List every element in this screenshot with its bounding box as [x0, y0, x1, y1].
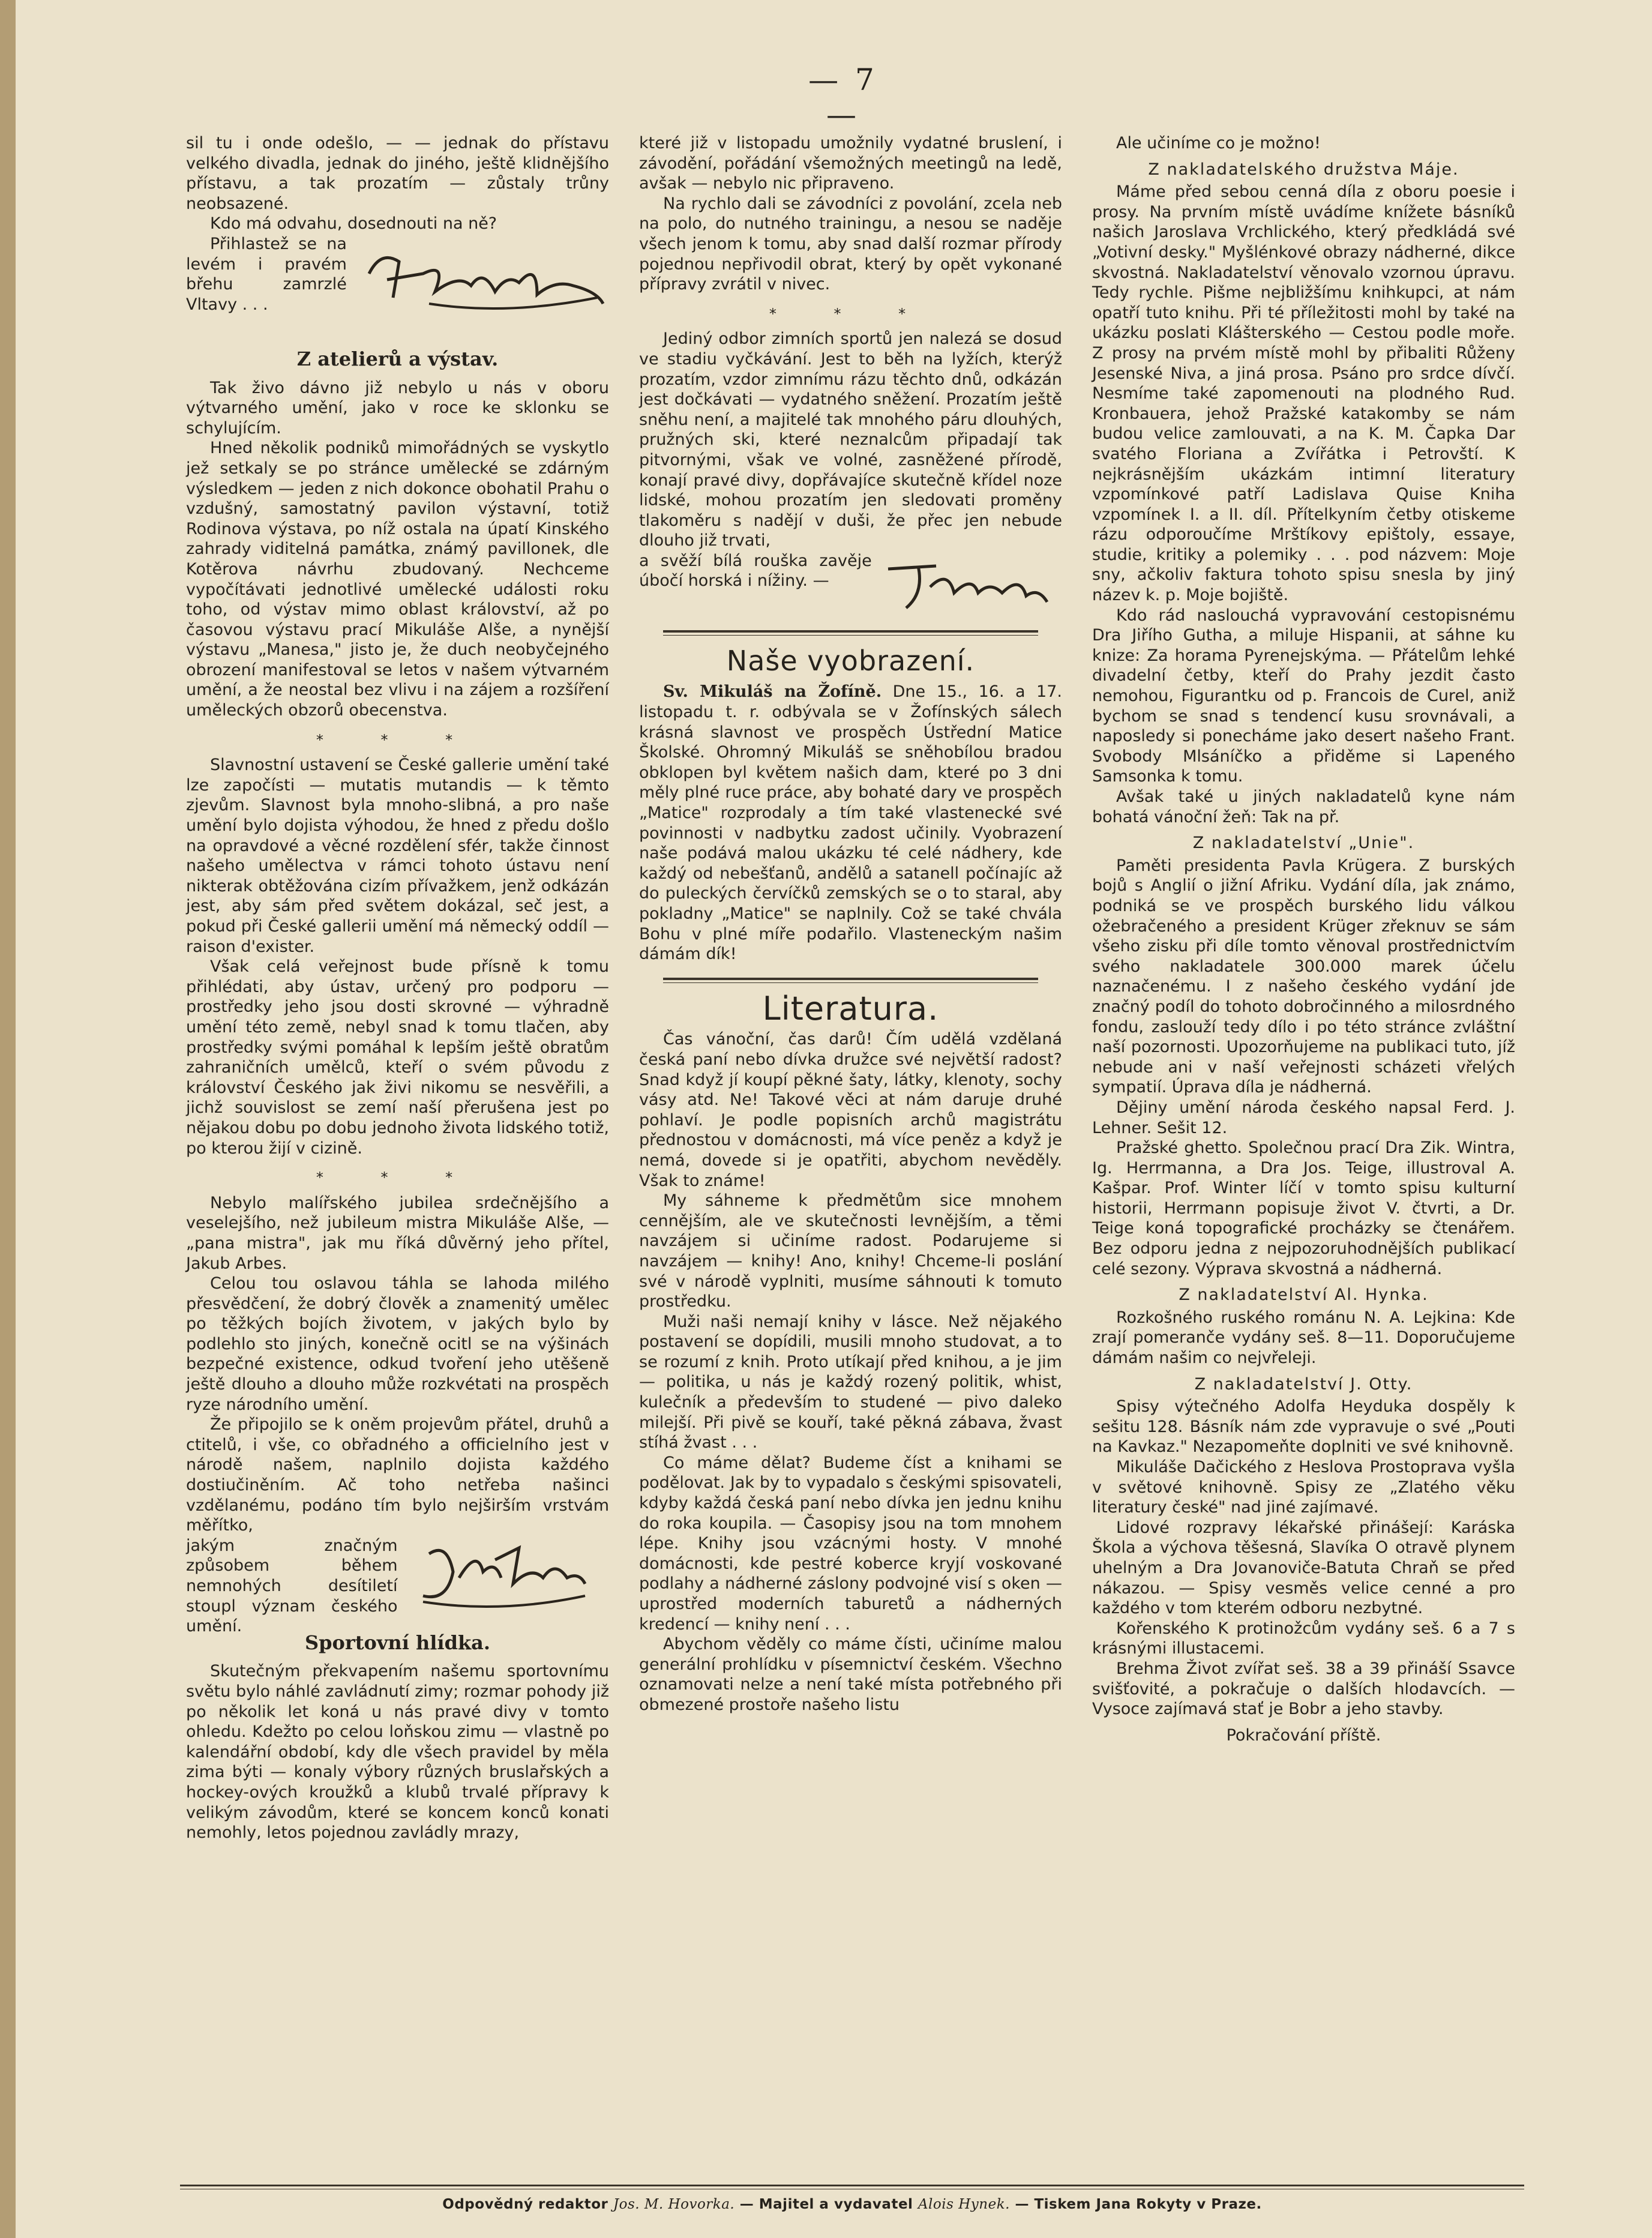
- paragraph: Muži naši nemají knihy v lásce. Než nějakého postavení se dopídili, musili mnoho studovat, a to se rozumí z knih. Proto utíkají před knihou, a je jim — politika, u nás je každý rozený politik, whist, kulečník a především to studené — pivo daleko milejší. Při pivě se kouří, také pěkná zábava, žvast stíhá žvast . . .: [639, 1312, 1062, 1452]
- page-edge: [0, 0, 16, 2238]
- paragraph: Dne 15., 16. a 17. listopadu t. r. odbývala se v Žofínských sálech krásná slavnost ve prospěch Ústřední Matice Školské. Ohromný Mikuláš se sněhobílou bradou obklopen byl květem našich dam, které po 3 dni měly plné ruce práce, aby bohaté dary ve prospěch „Matice" rozprodaly a tím také vlastenecké své povinnosti v nadbytku zadost učinily. Vyobrazení naše podává malou ukázku té celé nádhery, kde každý od nebešťanů, andělů a satanell počínajíc až do puleckých červíčků zemských se o to staral, aby pokladny „Matice" se naplnily. Což se také chvála Bohu v plné míře podařilo. Vlasteneckým našim dámám dík!: [639, 682, 1062, 964]
- paragraph: Co máme dělat? Budeme číst a knihami se podělovat. Jak by to vypadalo s českými spisovateli, kdyby každá česká paní nebo dívka jen jednu knihu do roka koupila. — Časopisy jsou na tom mnohem lépe. Knihy jsou vzácnými hosty. V mnohé domácnosti, kde pestré koberce kryjí voskované podlahy a nádherné záslony podvojné visí s oken — uprostřed moderních taburetů a nádherných kredencí — knihy není . . .: [639, 1453, 1062, 1634]
- section-heading-vyobrazeni: Naše vyobrazení.: [726, 644, 975, 677]
- signature-text: F. Kazimír: [357, 237, 360, 238]
- section-heading-literatura: Literatura.: [762, 989, 939, 1027]
- signature-bokac: [411, 1536, 591, 1620]
- paragraph: Celou tou oslavou táhla se lahoda milého přesvědčení, že dobrý člověk a znamenitý umělec po těžkých bojích životem, v jakých bylo by podlehlo sto jiných, konečně ocitl se na výšinách bezpečné existence, odkud tvoření jeho utěšeně ještě dlouho a dlouho může rozkvétati na prospěch ryze národního umění.: [186, 1274, 609, 1414]
- section-divider: [663, 630, 1038, 636]
- column-1: [186, 133, 609, 1843]
- section-heading-sport: Sportovní hlídka.: [305, 1631, 490, 1654]
- footer-text: — Tiskem Jana Rokyty v Praze.: [1015, 2197, 1262, 2212]
- footer-text: — Majitel a vydavatel: [739, 2197, 913, 2212]
- paragraph: Nebylo malířského jubilea srdečnějšího a veselejšího, než jubileum mistra Mikuláše Alše, — „pana mistra", jak mu říká důvěrný jeho přítel, Jakub Arbes.: [186, 1193, 609, 1273]
- subheading-otta: Z nakladatelství J. Otty.: [1194, 1374, 1413, 1394]
- paragraph: Ale učiníme co je možno!: [1116, 134, 1321, 152]
- signature-hnatek: [882, 551, 1050, 617]
- section-divider: [663, 978, 1038, 983]
- paragraph: Kdo má odvahu, dosednouti na ně?: [210, 214, 497, 233]
- paragraph: Pražské ghetto. Společnou prací Dra Zik. Wintra, Ig. Herrmanna, a Dra Jos. Teige, illustroval A. Kašpar. Prof. Winter líčí v tomto spisu kulturní historii, Herrmann popisuje život V. čtvrti, a Dr. Teige koná topografické procházky se čtenářem. Bez odporu jedna z nejpozoruhodnějších publikací celé sezony. Výprava skvostná a nádherná.: [1092, 1139, 1515, 1278]
- section-separator-stars: * * *: [316, 731, 479, 748]
- column-3: [1092, 133, 1515, 1745]
- paragraph: a svěží bílá rouška zavěje úbočí horská i nížiny. —: [639, 551, 872, 591]
- paragraph: sil tu i onde odešlo, — — jednak do přístavu velkého divadla, jednak do jiného, ještě klidnějšího přístavu, a tak prozatím — zůstaly trůny neobsazené.: [186, 134, 609, 213]
- signature-text: Jan Bokáč: [411, 1535, 414, 1536]
- subheading-unie: Z nakladatelství „Unie".: [1192, 834, 1415, 853]
- paragraph: Kdo rád naslouchá vypravování cestopisnému Dra Jiřího Gutha, a miluje Hispanii, at sáhne ku knize: Za horama Pyrenejskýma. — Přátelům lehké divadelní četby, kteří do Prahy jezdit často nemohou, Figurantku od p. Francois de Curel, aniž bychom se snad s tendencí kusu srovnávali, a naposledy si ponecháme jako desert našeho Frant. Svobody Mlsáníčko a přiděme si Lapeného Samsonka k tomu.: [1092, 606, 1515, 786]
- paragraph: Paměti presidenta Pavla Krügera. Z burských bojů s Anglií o jižní Afriku. Vydání díla, jak známo, podniká se ve prospěch burského lidu válkou ožebračeného a president Krüger zřeknuv se sám všeho zisku při díle tomto věnoval prostřednictvím svého nakladatele 300.000 marek účelu naznačenému. I z našeho českého vydání jde značný podíl do tohoto dobročinného a milosrdného fondu, zaslouží tedy dílo i po této stránce zvláštní naší pozornosti. Upozorňujeme na publikaci tuto, jíž nebude ani v naší veřejnosti scházeti vřelých sympatií. Úprava díla je nádherná.: [1092, 856, 1515, 1097]
- paragraph: My sáhneme k předmětům sice mnohem cennějším, ale ve skutečnosti levnějším, a těmi navzájem si učiníme radost. Podarujeme si navzájem — knihy! Ano, knihy! Chceme-li poslání své v národě vyplniti, musíme sáhnouti k tomuto prostředku.: [639, 1191, 1062, 1311]
- paragraph: Avšak také u jiných nakladatelů kyne nám bohatá vánoční žeň: Tak na př.: [1092, 787, 1515, 826]
- page-number: — 7 —: [808, 62, 878, 132]
- imprint-footer: [180, 2197, 1524, 2212]
- paragraph: jakým značným způsobem během nemnohých desítiletí stoupl význam českého umění.: [186, 1536, 398, 1636]
- paragraph: Na rychlo dali se závodníci z povolání, zcela neb na polo, do nutného trainingu, a nesou se naděje všech jenom k tomu, aby snad další rozmar přírody pojednou nepřivodil obrat, který by opět vykonané přípravy zvrátil v nivec.: [639, 194, 1062, 294]
- signature-block: [639, 551, 1062, 617]
- paragraph: Že připojilo se k oněm projevům přátel, druhů a ctitelů, i vše, co obřadného a officielního jest v národě našem, naplnilo dojista každého dostiučiněním. Ač toho netřeba našinci vzdělanému, podáno tím bylo nejširším vrstvám měřítko,: [186, 1415, 609, 1535]
- paragraph: Abychom věděly co máme čísti, učiníme malou generální prohlídku v písemnictví českém. Všechno oznamovati nelze a není také místa potřebného při obmezené prostoře našeho listu: [639, 1635, 1062, 1714]
- paragraph: Mikuláše Dačického z Heslova Prostoprava vyšla v světové knihovně. Spisy ze „Zlatého věku literatury české" nad jiné zajímavé.: [1092, 1458, 1515, 1517]
- column-2: [639, 133, 1062, 1715]
- paragraph: Dějiny umění národa českého napsal Ferd. J. Lehner. Sešit 12.: [1092, 1098, 1515, 1137]
- continued-note: Pokračování příště.: [1226, 1725, 1381, 1745]
- paragraph: Brehma Život zvířat seš. 38 a 39 přináší Ssavce svišťovité, a pokračuje o dalších hlodavcích. — Vysoce zajímavá stať je Bobr a jeho stavby.: [1092, 1659, 1515, 1719]
- footer-text: Odpovědný redaktor: [442, 2197, 608, 2212]
- section-separator-stars: * * *: [316, 1169, 479, 1187]
- paragraph: Lidové rozpravy lékařské přinášejí: Karáska Škola a výchova těšesná, Slavíka O otravě plynem uhelným a Dra Jovanoviče-Batuta Chraň se před nákazou. — Spisy vesměs velice cenné a pro každého v tom kterém odboru nezbytné.: [1092, 1518, 1515, 1618]
- paragraph: Hned několik podniků mimořádných se vyskytlo jež setkaly se po stránce umělecké se zdárným výsledkem — jeden z nich dokonce obohatil Prahu o vzdušný, samostatný pavilon výstavní, totiž Rodinova výstava, po níž ostala na úpatí Kinského zahrady viditelná památka, známý pavillonek, dle Kotěrova návrhu zbudovaný. Nechceme vypočítávati jednotlivé umělecké události roku toho, od výstav mimo oblast království, až po časovou výstavu prací Mikuláše Alše, a nynější výstavu „Manesa," jisto je, že duch neobyčejného obrození manifestoval se letos v našem výtvarném umění, a že neostal bez vlivu i na zájem a rozšíření uměleckých obzorů obecenstva.: [186, 439, 609, 720]
- signature-text: Hnatek: [882, 550, 885, 552]
- article-title: Sv. Mikuláš na Žofíně.: [663, 682, 882, 702]
- paragraph: Jediný odbor zimních sportů jen nalezá se dosud ve stadiu vyčkávání. Jest to běh na lyžích, kterýž prozatím, vzdor zimnímu rázu těchto dnů, odkázán jest dočkávati — vydatného sněžení. Prozatím ještě sněhu není, a majitelé tak mnohého páru dlouhých, pružných ski, které neznalcům připadají tak pitvornými, však ve volné, zasněžené přírodě, konají pravé divy, dopřávajíce skutečně křídel noze lidské, mohou prozatím jen sledovati proměny tlakoměru s nadějí v duši, že přec jen nebude dlouho již trvati,: [639, 329, 1062, 550]
- paragraph: Skutečným překvapením našemu sportovnímu světu bylo náhlé zavládnutí zimy; rozmar pohody již po několik let koná u nás pravé divy v tomto ohledu. Kdežto po celou loňskou zimu — vlastně po kalendářní období, kdy dle všech pravidel by měla zima býti — konaly výbory různých bruslařských a hockey-ových kroužků a klubů trvalé přípravy k velikým závodům, které se koncem konců konati nemohly, letos pojednou zavládly mrazy,: [186, 1662, 609, 1842]
- paragraph: Kořenského K protinožcům vydány seš. 6 a 7 s krásnými illustacemi.: [1092, 1619, 1515, 1658]
- paragraph: Však celá veřejnost bude přísně k tomu přihlédati, aby ústav, určený pro podporu — prostředky jeho jsou dosti skrovné — výhradně umění této země, nebyl snad k tomu tlačen, aby prostředky svými pomáhal k lepším ještě obratům zahraničních umělců, kteří o svém původu z království Českého jak živi nikomu se nesvěřili, a jichž souvislost se zemí naší přerušena jest po nějakou dobu po dobu jednoho života lidského totiž, po kterou žijí v cizině.: [186, 957, 609, 1158]
- footer-divider: [180, 2185, 1524, 2189]
- footer-editor: Jos. M. Hovorka.: [613, 2197, 735, 2212]
- subheading-maj: Z nakladatelského družstva Máje.: [1148, 160, 1459, 179]
- paragraph: Spisy výtečného Adolfa Heyduka dospěly k sešitu 128. Básník nám zde vypravuje o své „Pouti na Kavkaz." Nezapomeňte doplniti ve své knihovně.: [1092, 1397, 1515, 1457]
- paragraph: Čas vánoční, čas darů! Čím udělá vzdělaná česká paní nebo dívka družce své největší radost? Snad když jí koupí pěkné šaty, látky, klenoty, sochy vásy atd. Ne! Takové věci at nám daruje druhé pohlaví. Je podle popisních archů magistrátu přednostou v domácnosti, má více peněz a když je nemá, dovede si je opatřiti, abychom nevěděly. Však to známe!: [639, 1030, 1062, 1190]
- paragraph: které již v listopadu umožnily vydatné bruslení, i závodění, pořádání všemožných meetingů na ledě, avšak — nebylo nic připraveno.: [639, 134, 1062, 193]
- signature-kazimir: [357, 238, 609, 328]
- paragraph: Rozkošného ruského románu N. A. Lejkina: Kde zrají pomeranče vydány seš. 8—11. Doporučujeme dámám našim co nejvřeleji.: [1092, 1308, 1515, 1368]
- section-separator-stars: * * *: [769, 305, 933, 322]
- footer-publisher: Alois Hynek.: [918, 2197, 1010, 2212]
- signature-block: [186, 1535, 609, 1636]
- signature-block: [186, 234, 609, 336]
- subheading-hynek: Z nakladatelství Al. Hynka.: [1179, 1286, 1429, 1305]
- paragraph: Přihlastež se na levém i pravém břehu zamrzlé Vltavy . . .: [186, 234, 347, 314]
- paragraph: Slavnostní ustavení se České gallerie umění také lze započísti — mutatis mutandis — k těmto zjevům. Slavnost byla mnoho-slibná, a pro naše umění bylo dojista výhodou, že hned z předu došlo na opravdové a věcné rozdělení sfér, takže činnost našeho umělectva v rámci tohoto ústavu není nikterak obtěžována cizím přívažkem, jenž odkázán jest, aby sám před světem dokázal, seč jest, a pokud při České gallerii umění má německý oddíl — raison d'exister.: [186, 756, 609, 956]
- paragraph: Máme před sebou cenná díla z oboru poesie i prosy. Na prvním místě uvádíme knížete básníků našich Jaroslava Vrchlického, který předkládá své „Votivní desky." Myšlénkové obrazy nádherné, dikce skvostná. Nakladatelství věnovalo vzornou úpravu. Tedy rychle. Pišme nejbližšímu knihkupci, at nám opatří tuto knihu. Při té příležitosti mohl by také na ukázku poslati Klášterského — Cestou podle moře. Z prosy na prvém místě mohl by přibaliti Růženy Jesenské Niva, a jiná prosa. Psáno pro srdce dívčí. Nesmíme také zapomenouti na plodného Rud. Kronbauera, jehož Pražské katakomby se nám budou velice zamlouvati, a na K. M. Čapka Dar svatého Floriana a Zvířátka i Petrovští. K nejkrásnějším ukázkám intimní literatury vzpomínkové patří Ladislava Quise Kniha vzpomínek I. a II. díl. Přítelkyním četby otiskeme rázu odporoučíme Mrštíkovy epištoly, essaye, studie, kritiky a polemiky . . . pod názvem: Moje sny, ačkoliv faktura tohoto spisu snesla by jiný název k. p. Moje bojiště.: [1092, 182, 1515, 605]
- paragraph: Tak živo dávno již nebylo u nás v oboru výtvarného umění, jako v roce ke sklonku se schylujícím.: [186, 378, 609, 438]
- section-heading-atelier: Z atelierů a výstav.: [296, 347, 499, 370]
